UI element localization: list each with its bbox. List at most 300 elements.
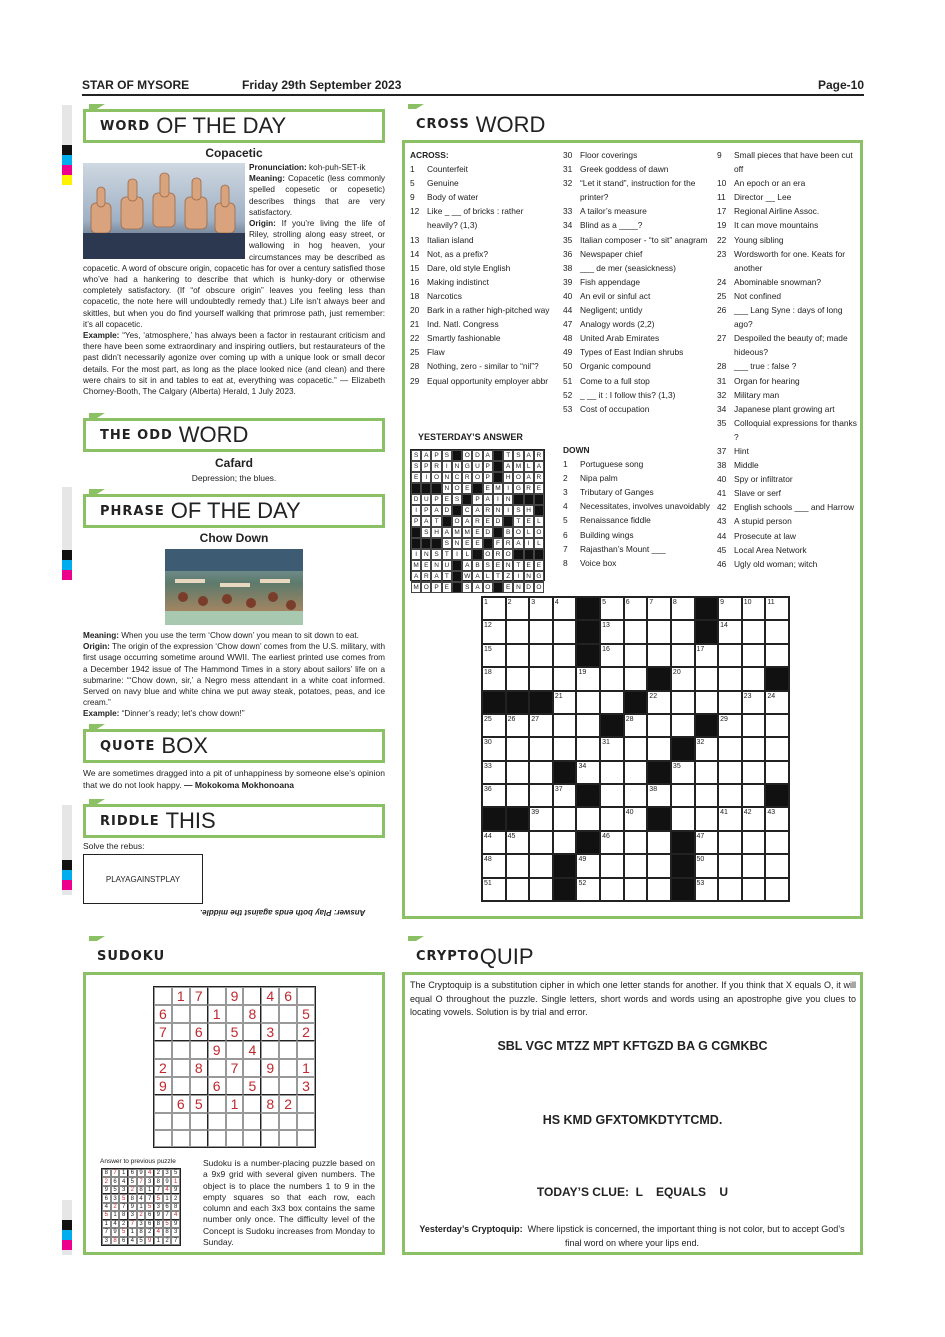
crossword-cell[interactable] bbox=[742, 714, 766, 737]
crossword-cell[interactable] bbox=[718, 831, 742, 854]
clue-text: Counterfeit bbox=[427, 164, 468, 175]
crossword-cell[interactable] bbox=[624, 667, 648, 690]
crossword-cell[interactable] bbox=[671, 807, 695, 830]
sudoku-cell[interactable]: 4 bbox=[243, 1041, 261, 1059]
sudoku-cell[interactable]: 1 bbox=[226, 1095, 244, 1113]
crossword-cell[interactable] bbox=[600, 691, 624, 714]
crossword-cell[interactable] bbox=[553, 691, 577, 714]
sudoku-cell[interactable]: 1 bbox=[208, 1005, 226, 1023]
sudoku-cell[interactable] bbox=[297, 1130, 315, 1147]
cell-number: 9 bbox=[720, 599, 725, 606]
crossword-cell[interactable] bbox=[529, 597, 553, 620]
crossword-cell[interactable] bbox=[506, 667, 530, 690]
sudoku-cell[interactable]: 4 bbox=[261, 987, 279, 1005]
crossword-cell[interactable] bbox=[529, 737, 553, 760]
crossword-cell[interactable] bbox=[576, 761, 600, 784]
crossword-cell[interactable] bbox=[506, 854, 530, 877]
riddle-answer: Answer: Play both ends against the middle. bbox=[200, 908, 366, 917]
crossword-cell[interactable] bbox=[718, 737, 742, 760]
crossword-cell[interactable] bbox=[718, 878, 742, 901]
crossword-cell[interactable] bbox=[742, 878, 766, 901]
crossword-cell[interactable] bbox=[624, 854, 648, 877]
crossword-cell[interactable] bbox=[742, 644, 766, 667]
prev-sudoku-cell: 2 bbox=[145, 1228, 154, 1236]
phrase-body: Meaning: When you use the term ‘Chow down’ you mean to sit down to eat. Origin: The origin of the expression ‘Chow down’ comes from the U.S. military, with first usage occurring sometime around WWII. The earliest printed use comes from a December 1942 issue of The Hammond Times in a story about sailors’ life on a submarine: “‘Chow down, sir,’ a Negro mess attendant in a white coat informed. Served on navy blue and white china we put away steak, potatoes, peas, and ice cream.” Example: “Dinner’s ready; let’s chow down!” bbox=[83, 631, 386, 719]
sudoku-cell[interactable] bbox=[297, 987, 315, 1005]
sudoku-prev-grid bbox=[101, 1168, 181, 1246]
sudoku-grid[interactable] bbox=[153, 986, 316, 1148]
crossword-cell[interactable] bbox=[506, 831, 530, 854]
clue-item bbox=[717, 190, 859, 204]
crossword-cell[interactable] bbox=[553, 784, 577, 807]
clue-item bbox=[410, 289, 555, 303]
crossword-cell[interactable] bbox=[695, 878, 719, 901]
clue-item bbox=[563, 247, 713, 261]
crossword-cell[interactable] bbox=[647, 854, 671, 877]
sudoku-cell[interactable]: 8 bbox=[243, 1005, 261, 1023]
crossword-cell[interactable] bbox=[695, 644, 719, 667]
sudoku-cell[interactable]: 5 bbox=[190, 1095, 208, 1113]
crossword-cell[interactable] bbox=[695, 691, 719, 714]
crossword-cell[interactable] bbox=[624, 737, 648, 760]
cell-number: 2 bbox=[507, 599, 512, 606]
sudoku-cell[interactable] bbox=[172, 1041, 190, 1059]
odd-word-title: THE ODD WORD bbox=[83, 418, 385, 452]
crossword-cell[interactable] bbox=[529, 878, 553, 901]
crossword-cell[interactable] bbox=[506, 737, 530, 760]
crossword-cell[interactable] bbox=[482, 878, 506, 901]
answer-cell bbox=[431, 483, 441, 494]
sudoku-cell[interactable] bbox=[279, 1005, 297, 1023]
crossword-cell[interactable] bbox=[742, 691, 766, 714]
crossword-cell[interactable] bbox=[506, 714, 530, 737]
crossword-cell[interactable] bbox=[482, 761, 506, 784]
sudoku-cell[interactable] bbox=[208, 1059, 226, 1077]
sudoku-cell[interactable]: 6 bbox=[172, 1095, 190, 1113]
sudoku-cell[interactable]: 9 bbox=[208, 1041, 226, 1059]
crossword-cell[interactable] bbox=[647, 644, 671, 667]
crossword-cell[interactable] bbox=[576, 667, 600, 690]
sudoku-cell[interactable]: 9 bbox=[154, 1077, 172, 1095]
sudoku-cell[interactable]: 2 bbox=[279, 1095, 297, 1113]
dining-crowd-photo bbox=[165, 549, 303, 625]
crossword-cell[interactable] bbox=[718, 784, 742, 807]
crossword-cell[interactable] bbox=[695, 667, 719, 690]
answer-cell: A bbox=[472, 505, 482, 516]
sudoku-cell[interactable] bbox=[172, 1005, 190, 1023]
crossword-cell[interactable] bbox=[647, 737, 671, 760]
crossword-cell[interactable] bbox=[482, 714, 506, 737]
crossword-cell[interactable] bbox=[647, 714, 671, 737]
crossword-cell[interactable] bbox=[695, 807, 719, 830]
clue-item bbox=[717, 529, 859, 543]
crossword-cell[interactable] bbox=[742, 597, 766, 620]
clue-item bbox=[410, 261, 555, 275]
prev-sudoku-cell: 8 bbox=[102, 1169, 111, 1177]
answer-cell bbox=[452, 505, 462, 516]
sudoku-cell[interactable] bbox=[226, 1041, 244, 1059]
clue-item bbox=[410, 176, 555, 190]
answer-cell: O bbox=[534, 527, 544, 538]
registration-magenta bbox=[62, 165, 72, 175]
sudoku-cell[interactable] bbox=[190, 1005, 208, 1023]
crossword-cell[interactable] bbox=[695, 737, 719, 760]
sudoku-cell[interactable]: 7 bbox=[190, 987, 208, 1005]
sudoku-cell[interactable] bbox=[261, 1041, 279, 1059]
sudoku-cell[interactable] bbox=[208, 1023, 226, 1041]
yesterday-answer-label: YESTERDAY’S ANSWER bbox=[418, 432, 523, 442]
sudoku-cell[interactable] bbox=[243, 1023, 261, 1041]
crossword-cell[interactable] bbox=[576, 807, 600, 830]
crossword-cell[interactable] bbox=[576, 854, 600, 877]
sudoku-cell[interactable] bbox=[226, 1005, 244, 1023]
crossword-cell[interactable] bbox=[742, 620, 766, 643]
sudoku-cell[interactable] bbox=[172, 1113, 190, 1130]
crossword-cell[interactable] bbox=[506, 644, 530, 667]
prev-sudoku-cell: 4 bbox=[163, 1186, 172, 1194]
sudoku-cell[interactable] bbox=[172, 1023, 190, 1041]
crossword-cell[interactable] bbox=[482, 831, 506, 854]
clue-number: 22 bbox=[717, 234, 727, 245]
sudoku-cell[interactable]: 7 bbox=[154, 1023, 172, 1041]
sudoku-cell[interactable] bbox=[208, 987, 226, 1005]
crossword-cell[interactable] bbox=[529, 761, 553, 784]
crossword-cell[interactable] bbox=[624, 597, 648, 620]
answer-cell: A bbox=[462, 516, 472, 527]
sudoku-cell[interactable] bbox=[261, 1130, 279, 1147]
answer-cell: G bbox=[513, 483, 523, 494]
clue-number: 35 bbox=[563, 234, 573, 245]
crossword-cell[interactable] bbox=[506, 878, 530, 901]
sudoku-cell[interactable] bbox=[154, 1130, 172, 1147]
crossword-cell[interactable] bbox=[765, 878, 789, 901]
crossword-cell[interactable] bbox=[553, 831, 577, 854]
clue-item bbox=[717, 289, 859, 303]
sudoku-cell[interactable]: 2 bbox=[154, 1059, 172, 1077]
sudoku-cell[interactable]: 9 bbox=[261, 1059, 279, 1077]
quote-text: We are sometimes dragged into a pit of unhappiness by someone else’s opinion that we do not look happy. — Mokokoma Mokhonoana bbox=[83, 768, 385, 790]
sudoku-cell[interactable] bbox=[243, 1113, 261, 1130]
crossword-cell[interactable] bbox=[718, 691, 742, 714]
prev-sudoku-cell: 4 bbox=[137, 1194, 146, 1202]
crossword-cell[interactable] bbox=[482, 620, 506, 643]
sudoku-cell[interactable]: 3 bbox=[261, 1023, 279, 1041]
sudoku-cell[interactable] bbox=[279, 1041, 297, 1059]
answer-cell: E bbox=[534, 483, 544, 494]
crossword-cell[interactable] bbox=[600, 854, 624, 877]
sudoku-cell[interactable]: 5 bbox=[226, 1023, 244, 1041]
answer-cell: P bbox=[411, 516, 421, 527]
crossword-cell[interactable] bbox=[553, 644, 577, 667]
answer-cell: R bbox=[472, 516, 482, 527]
crossword-cell[interactable] bbox=[600, 597, 624, 620]
crossword-cell[interactable] bbox=[742, 831, 766, 854]
clue-number: 12 bbox=[410, 206, 420, 217]
sudoku-cell[interactable]: 6 bbox=[279, 987, 297, 1005]
crossword-cell[interactable] bbox=[576, 691, 600, 714]
prev-sudoku-cell: 7 bbox=[163, 1211, 172, 1219]
crossword-cell[interactable] bbox=[576, 878, 600, 901]
sudoku-cell[interactable] bbox=[243, 1095, 261, 1113]
sudoku-cell[interactable] bbox=[279, 1130, 297, 1147]
sudoku-cell[interactable] bbox=[226, 1077, 244, 1095]
crossword-cell[interactable] bbox=[695, 831, 719, 854]
sudoku-cell[interactable]: 1 bbox=[297, 1059, 315, 1077]
sudoku-cell[interactable] bbox=[261, 1113, 279, 1130]
sudoku-cell[interactable] bbox=[190, 1077, 208, 1095]
crossword-cell[interactable] bbox=[742, 761, 766, 784]
crossword-cell[interactable] bbox=[671, 667, 695, 690]
prev-sudoku-cell: 5 bbox=[137, 1237, 146, 1245]
clue-text: Organic compound bbox=[580, 361, 651, 372]
sudoku-cell[interactable] bbox=[243, 987, 261, 1005]
sudoku-cell[interactable] bbox=[261, 1005, 279, 1023]
crossword-cell[interactable] bbox=[624, 761, 648, 784]
sudoku-cell[interactable] bbox=[297, 1095, 315, 1113]
crossword-cell[interactable] bbox=[482, 644, 506, 667]
crossword-cell[interactable] bbox=[529, 831, 553, 854]
sudoku-cell[interactable] bbox=[190, 1113, 208, 1130]
sudoku-cell[interactable] bbox=[279, 1023, 297, 1041]
crossword-cell[interactable] bbox=[671, 644, 695, 667]
crossword-cell[interactable] bbox=[624, 878, 648, 901]
answer-cell: L bbox=[483, 571, 493, 582]
crossword-cell[interactable] bbox=[671, 620, 695, 643]
crossword-cell[interactable] bbox=[671, 714, 695, 737]
sudoku-cell[interactable]: 2 bbox=[297, 1023, 315, 1041]
crossword-cell[interactable] bbox=[576, 714, 600, 737]
crossword-cell[interactable] bbox=[647, 784, 671, 807]
sudoku-cell[interactable]: 8 bbox=[190, 1059, 208, 1077]
clue-number: 32 bbox=[717, 389, 727, 400]
sudoku-cell[interactable] bbox=[279, 1059, 297, 1077]
clue-item bbox=[563, 542, 713, 556]
sudoku-cell[interactable]: 5 bbox=[243, 1077, 261, 1095]
clue-text: Slave or serf bbox=[734, 488, 782, 499]
crossword-cell[interactable] bbox=[600, 761, 624, 784]
clue-text: Rajasthan’s Mount ___ bbox=[580, 543, 666, 554]
sudoku-cell[interactable]: 1 bbox=[172, 987, 190, 1005]
crossword-cell[interactable] bbox=[506, 784, 530, 807]
clue-number: 27 bbox=[717, 333, 727, 344]
answer-cell: E bbox=[462, 538, 472, 549]
sudoku-cell[interactable] bbox=[172, 1059, 190, 1077]
crossword-cell[interactable] bbox=[553, 597, 577, 620]
crossword-cell[interactable] bbox=[718, 714, 742, 737]
crossword-cell[interactable] bbox=[624, 644, 648, 667]
cell-number: 18 bbox=[484, 669, 492, 677]
sudoku-cell[interactable] bbox=[226, 1130, 244, 1147]
sudoku-cell[interactable] bbox=[261, 1077, 279, 1095]
crossword-cell[interactable] bbox=[600, 667, 624, 690]
sudoku-cell[interactable] bbox=[154, 1041, 172, 1059]
crossword-cell[interactable] bbox=[482, 597, 506, 620]
crossword-cell[interactable] bbox=[671, 597, 695, 620]
answer-cell: N bbox=[503, 560, 513, 571]
sudoku-cell[interactable] bbox=[190, 1041, 208, 1059]
crossword-cell[interactable] bbox=[624, 714, 648, 737]
crossword-cell[interactable] bbox=[695, 784, 719, 807]
sudoku-cell[interactable]: 8 bbox=[261, 1095, 279, 1113]
crossword-cell[interactable] bbox=[600, 878, 624, 901]
clue-text: Genuine bbox=[427, 178, 459, 189]
crossword-cell[interactable] bbox=[765, 644, 789, 667]
sudoku-cell[interactable] bbox=[297, 1113, 315, 1130]
clue-number: 50 bbox=[563, 361, 573, 372]
crossword-cell[interactable] bbox=[482, 854, 506, 877]
prev-sudoku-cell: 1 bbox=[145, 1186, 154, 1194]
sudoku-cell[interactable] bbox=[297, 1041, 315, 1059]
crossword-cell[interactable] bbox=[624, 807, 648, 830]
crossword-cell[interactable] bbox=[765, 761, 789, 784]
sudoku-cell[interactable]: 6 bbox=[208, 1077, 226, 1095]
cell-number: 44 bbox=[484, 832, 492, 840]
crossword-cell[interactable] bbox=[624, 831, 648, 854]
prev-sudoku-cell: 8 bbox=[128, 1194, 137, 1202]
answer-cell: R bbox=[534, 450, 544, 461]
sudoku-cell[interactable]: 7 bbox=[226, 1059, 244, 1077]
answer-cell: S bbox=[442, 538, 452, 549]
crossword-cell[interactable] bbox=[529, 807, 553, 830]
sudoku-cell[interactable]: 3 bbox=[297, 1077, 315, 1095]
crossword-cell[interactable] bbox=[529, 784, 553, 807]
crossword-cell[interactable] bbox=[576, 737, 600, 760]
crossword-grid[interactable] bbox=[481, 596, 790, 902]
crossword-cell[interactable] bbox=[506, 761, 530, 784]
clue-number: 8 bbox=[563, 557, 568, 568]
sudoku-cell[interactable] bbox=[208, 1130, 226, 1147]
crossword-cell[interactable] bbox=[529, 667, 553, 690]
prev-sudoku-cell: 1 bbox=[137, 1203, 146, 1211]
sudoku-cell[interactable] bbox=[190, 1130, 208, 1147]
crossword-cell[interactable] bbox=[506, 620, 530, 643]
crossword-cell[interactable] bbox=[718, 644, 742, 667]
crossword-cell[interactable] bbox=[529, 854, 553, 877]
crossword-cell[interactable] bbox=[695, 761, 719, 784]
answer-cell: T bbox=[513, 560, 523, 571]
sudoku-cell[interactable] bbox=[279, 1077, 297, 1095]
crossword-cell[interactable] bbox=[695, 854, 719, 877]
crossword-cell[interactable] bbox=[529, 644, 553, 667]
sudoku-cell[interactable]: 9 bbox=[226, 987, 244, 1005]
crossword-cell[interactable] bbox=[765, 597, 789, 620]
crossword-cell[interactable] bbox=[765, 737, 789, 760]
clue-item bbox=[563, 528, 713, 542]
clue-item bbox=[717, 402, 859, 416]
crossword-cell[interactable] bbox=[553, 667, 577, 690]
crossword-block bbox=[553, 761, 577, 784]
answer-cell: E bbox=[411, 472, 421, 483]
crossword-cell[interactable] bbox=[765, 807, 789, 830]
crossword-cell[interactable] bbox=[624, 784, 648, 807]
sudoku-cell[interactable] bbox=[154, 1095, 172, 1113]
clue-text: An evil or sinful act bbox=[580, 290, 651, 301]
sudoku-cell[interactable] bbox=[172, 1130, 190, 1147]
crossword-cell[interactable] bbox=[742, 807, 766, 830]
crossword-cell[interactable] bbox=[718, 667, 742, 690]
crossword-cell[interactable] bbox=[671, 691, 695, 714]
sudoku-cell[interactable] bbox=[154, 987, 172, 1005]
answer-cell: T bbox=[513, 516, 523, 527]
crossword-cell[interactable] bbox=[553, 620, 577, 643]
crossword-cell[interactable] bbox=[529, 620, 553, 643]
crossword-cell[interactable] bbox=[742, 784, 766, 807]
prev-sudoku-cell: 8 bbox=[111, 1237, 120, 1245]
answer-cell: I bbox=[411, 549, 421, 560]
crossword-cell[interactable] bbox=[600, 620, 624, 643]
crossword-cell[interactable] bbox=[718, 807, 742, 830]
crossword-cell[interactable] bbox=[765, 620, 789, 643]
sudoku-cell[interactable] bbox=[243, 1130, 261, 1147]
crossword-cell[interactable] bbox=[600, 737, 624, 760]
crossword-cell[interactable] bbox=[742, 854, 766, 877]
crossword-cell[interactable] bbox=[482, 784, 506, 807]
crossword-cell[interactable] bbox=[647, 831, 671, 854]
crossword-cell[interactable] bbox=[600, 784, 624, 807]
crossword-cell[interactable] bbox=[765, 854, 789, 877]
clue-text: Floor coverings bbox=[580, 150, 638, 160]
crossword-cell[interactable] bbox=[765, 831, 789, 854]
crossword-cell[interactable] bbox=[553, 807, 577, 830]
crossword-cell[interactable] bbox=[647, 597, 671, 620]
crossword-cell[interactable] bbox=[718, 597, 742, 620]
sudoku-cell[interactable] bbox=[208, 1113, 226, 1130]
crossword-cell[interactable] bbox=[600, 831, 624, 854]
answer-cell: A bbox=[513, 538, 523, 549]
answer-cell: O bbox=[421, 582, 431, 593]
crossword-cell[interactable] bbox=[671, 761, 695, 784]
sudoku-cell[interactable] bbox=[279, 1113, 297, 1130]
sudoku-cell[interactable] bbox=[208, 1095, 226, 1113]
crossword-cell[interactable] bbox=[647, 691, 671, 714]
crossword-cell[interactable] bbox=[765, 714, 789, 737]
crossword-cell[interactable] bbox=[742, 737, 766, 760]
crossword-cell[interactable] bbox=[553, 714, 577, 737]
clue-text: Greek goddess of dawn bbox=[580, 164, 669, 175]
clue-text: Young sibling bbox=[734, 234, 784, 245]
crossword-cell[interactable] bbox=[529, 714, 553, 737]
sudoku-cell[interactable] bbox=[226, 1113, 244, 1130]
sudoku-cell[interactable]: 5 bbox=[297, 1005, 315, 1023]
clue-text: ___ Lang Syne : days of long ago? bbox=[734, 305, 843, 330]
crossword-cell[interactable] bbox=[600, 807, 624, 830]
crossword-cell[interactable] bbox=[765, 691, 789, 714]
crossword-cell[interactable] bbox=[647, 878, 671, 901]
crossword-cell[interactable] bbox=[624, 620, 648, 643]
sudoku-cell[interactable]: 6 bbox=[190, 1023, 208, 1041]
crossword-cell[interactable] bbox=[671, 784, 695, 807]
sudoku-cell[interactable] bbox=[172, 1077, 190, 1095]
prev-sudoku-cell: 2 bbox=[163, 1237, 172, 1245]
sudoku-cell[interactable] bbox=[243, 1059, 261, 1077]
sudoku-cell[interactable] bbox=[154, 1113, 172, 1130]
crossword-cell[interactable] bbox=[600, 644, 624, 667]
answer-cell: I bbox=[503, 483, 513, 494]
crossword-cell[interactable] bbox=[718, 854, 742, 877]
crossword-cell[interactable] bbox=[482, 737, 506, 760]
crossword-cell[interactable] bbox=[553, 737, 577, 760]
crossword-cell[interactable] bbox=[482, 667, 506, 690]
crossword-cell[interactable] bbox=[742, 667, 766, 690]
crossword-cell[interactable] bbox=[718, 620, 742, 643]
answer-cell: R bbox=[503, 538, 513, 549]
paper-name: STAR OF MYSORE bbox=[82, 78, 190, 92]
crossword-cell[interactable] bbox=[647, 620, 671, 643]
sudoku-cell[interactable]: 6 bbox=[154, 1005, 172, 1023]
crossword-cell[interactable] bbox=[506, 597, 530, 620]
clue-item bbox=[563, 204, 713, 218]
crossword-cell[interactable] bbox=[718, 761, 742, 784]
